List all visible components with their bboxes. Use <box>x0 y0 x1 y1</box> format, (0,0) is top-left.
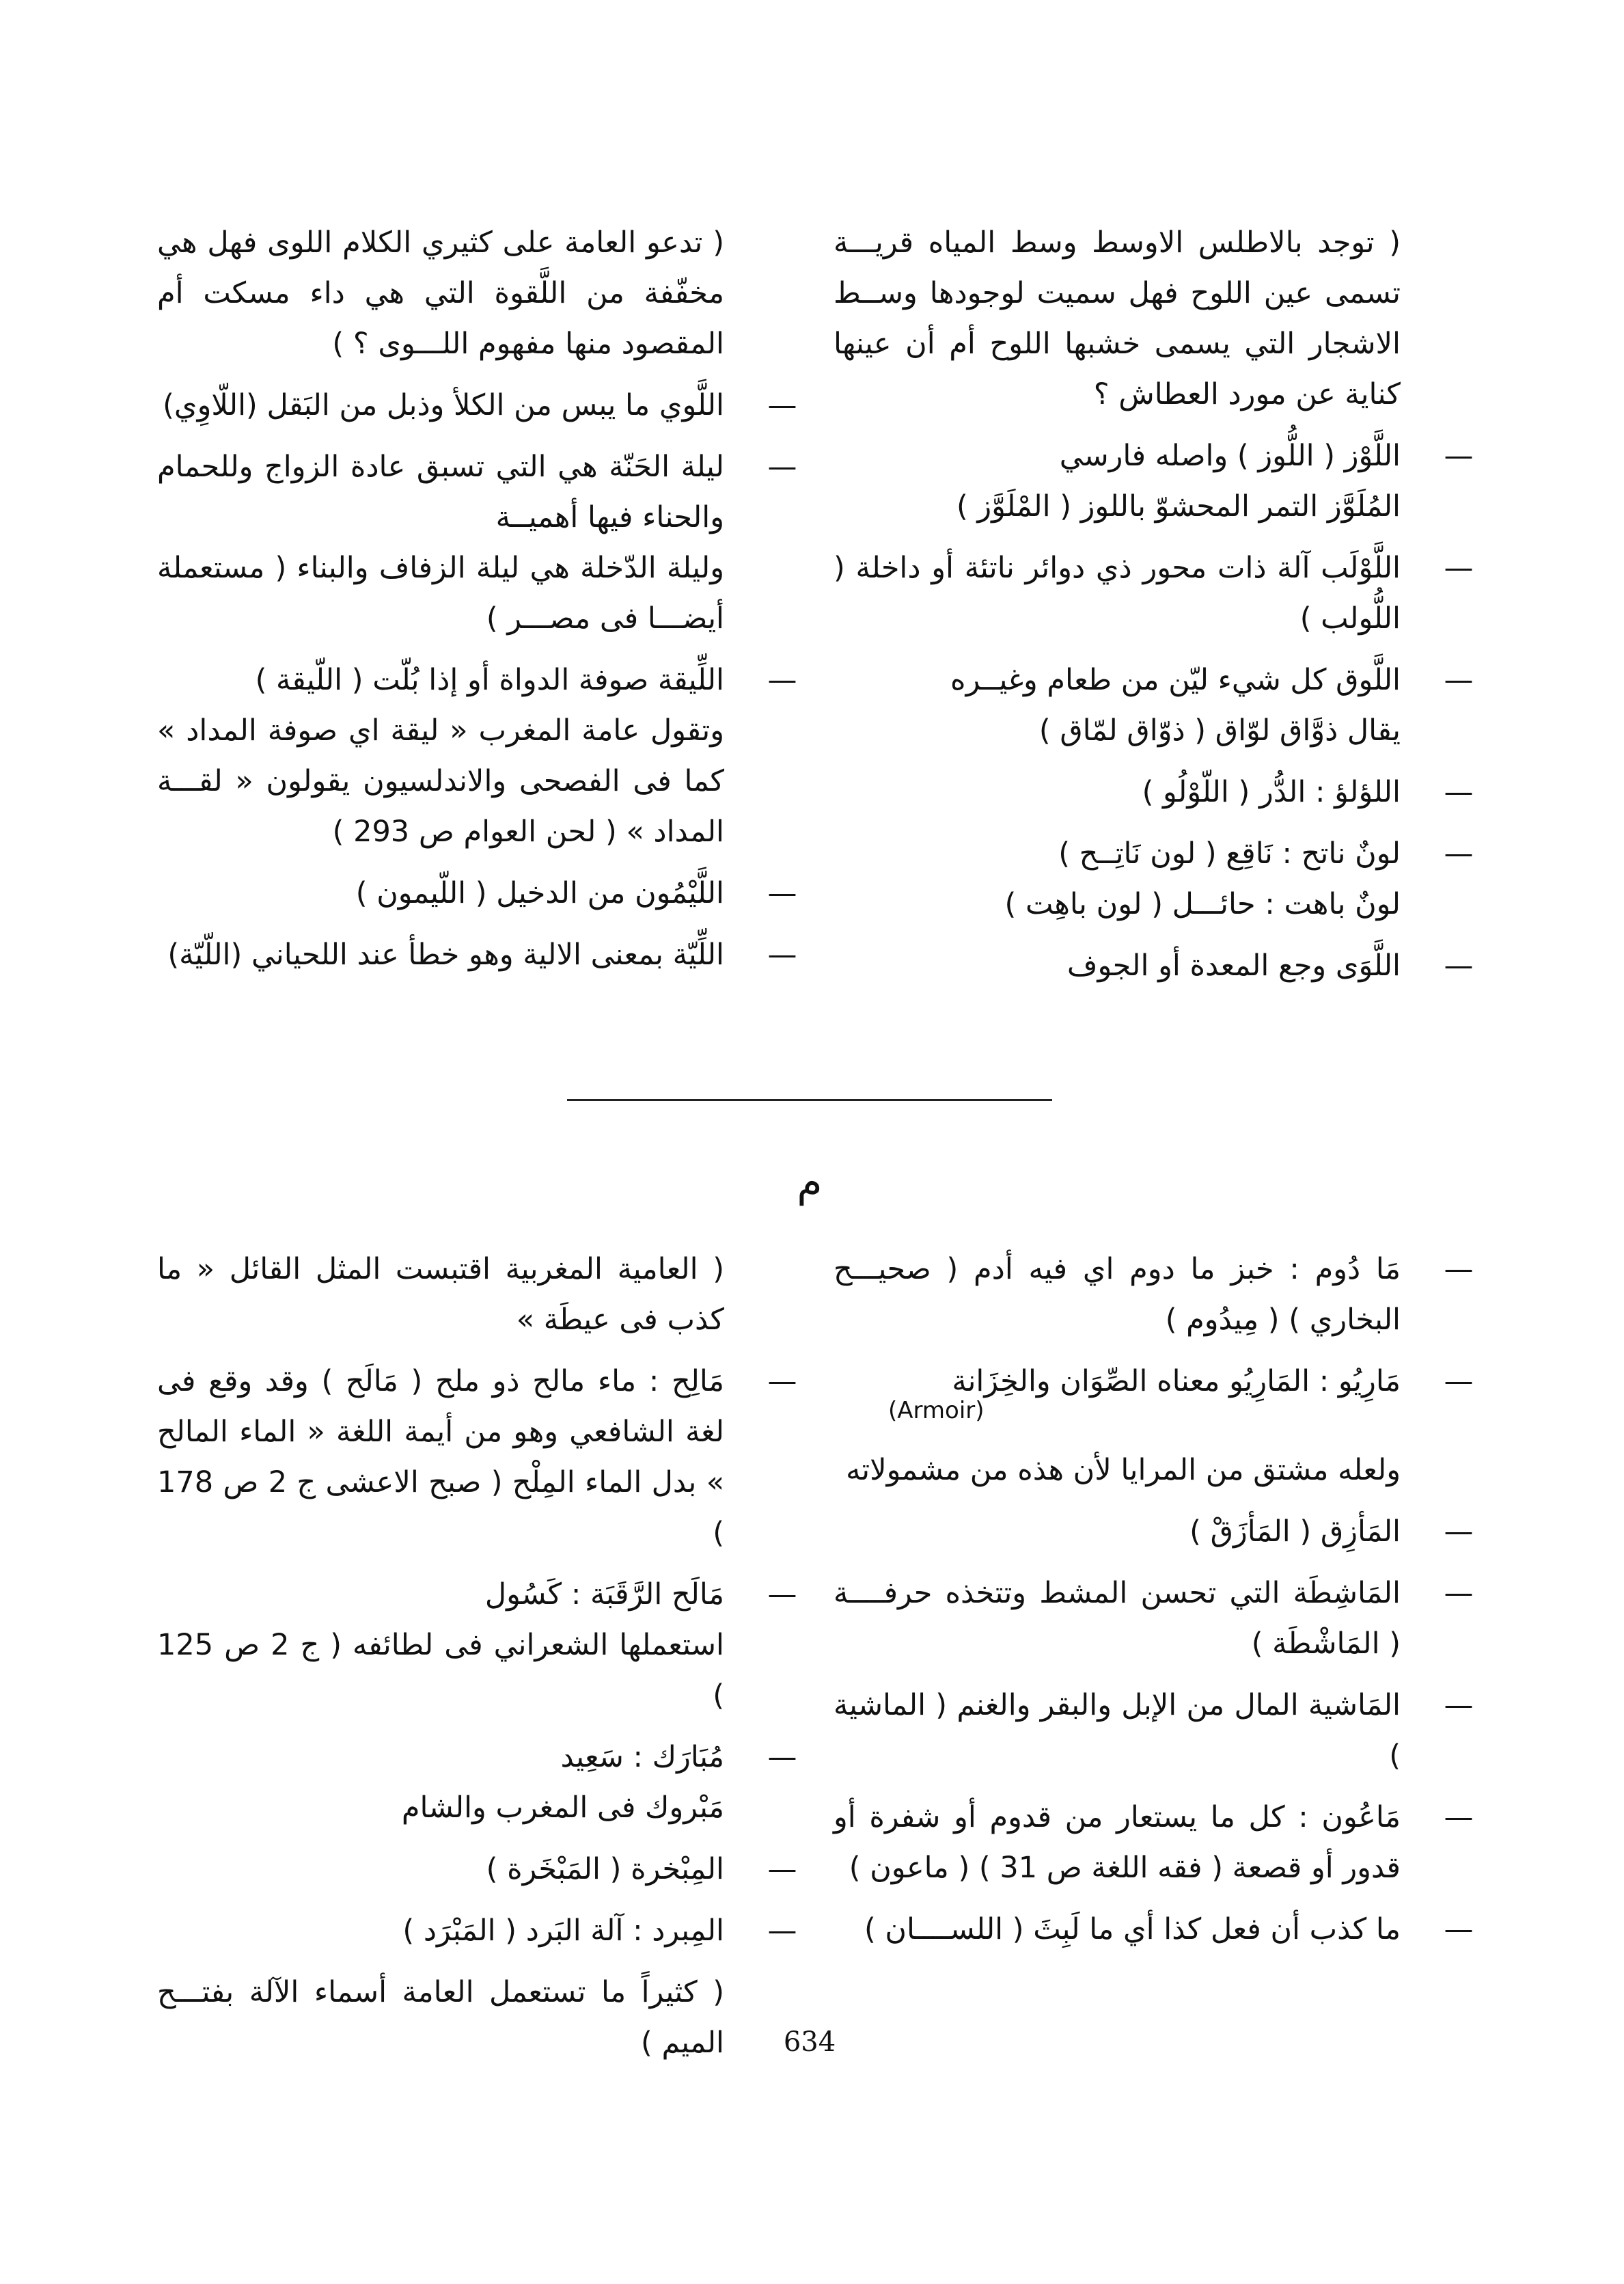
entry-line: يقال ذوَّاق لوّاق ( ذوّاق لمّاق ) <box>1038 713 1401 748</box>
entry-line: لونٌ باهت : حائـــل ( لون باهِت ) <box>1004 887 1401 921</box>
entry-line: اللؤلؤ : الدُّر ( اللّوْلُو ) <box>1142 775 1401 809</box>
entry-mibrad: — المِبرد : آلة البَرد ( المَبْرَد ) <box>157 1905 724 1956</box>
page-number: 634 <box>783 2026 836 2058</box>
entry-laymun: — اللَّيْمُون من الدخيل ( اللّيمون ) <box>157 868 724 919</box>
top-right-column <box>834 217 1474 1002</box>
entry-line: ليلة الحَنّة هي التي تسبق عادة الزواج وللحمام والحناء فيها أهميــة <box>157 450 724 534</box>
entry-mibkhara: — المِبْخرة ( المَبْخَرة ) <box>157 1844 724 1894</box>
entry-line: مَاعُون : كل ما يستعار من قدوم أو شفرة أو قدور أو قصعة ( فقه اللغة ص 31 ) ( ماعون ) <box>834 1800 1401 1885</box>
entry-line: اللَّوي ما يبس من الكلأ وذبل من البَقل (اللّاوِي) <box>163 388 724 422</box>
entry-lawn: — لونٌ ناتح : نَاقِع ( لون نَاتِــح ) لونٌ باهت : حائـــل ( لون باهِت ) <box>834 828 1401 929</box>
entry-mashiya: — المَاشية المال من الإبل والبقر والغنم ( الماشية ) <box>834 1680 1401 1781</box>
entry-mashita: — المَاشِطَة التي تحسن المشط وتتخذه حرفــــة ( المَاشْطَة ) <box>834 1568 1401 1669</box>
entry-malih: — مَالِح : ماء مالح ذو ملح ( مَالَح ) وقد وقع فى لغة الشافعي وهو من أيمة اللغة « الماء المالح » بدل الماء المِلْح ( صبح الاعشى ج 2 ص 178 ) <box>157 1356 724 1558</box>
entry-laylat-alhanna: — ليلة الحَنّة هي التي تسبق عادة الزواج وللحمام والحناء فيها أهميــة وليلة الدّخلة هي ليلة الزفاف والبناء ( مستعملة أيضـــا فى مصـــر ) <box>157 441 724 644</box>
entry-mariyu: — مَارِيُو : المَارِيُو معناه الصِّوَان والخِزَانة (Armoir) <box>834 1356 1401 1424</box>
entry-liqa: — اللِّيقة صوفة الدواة أو إذا بُلّت ( اللّيقة ) وتقول عامة المغرب « ليقة اي صوفة المداد » كما فى الفصحى والاندلسيون يقولون « لقـــة المداد » ( لحن العوام ص 293 ) <box>157 655 724 857</box>
entry-line: مُبَارَك : سَعِيد <box>560 1740 724 1774</box>
entry-ma-kadhaba: — ما كذب أن فعل كذا أي ما لَبِثَ ( اللســــان ) <box>834 1904 1401 1955</box>
entry-line: المُلَوَّز التمر المحشوّ باللوز ( المْلَوَّز ) <box>956 489 1401 524</box>
entry-line: المَأزِق ( المَأزَقْ ) <box>1189 1514 1401 1549</box>
entry-line: مَالِح : ماء مالح ذو ملح ( مَالَح ) وقد وقع فى لغة الشافعي وهو من أيمة اللغة « الماء المالح » بدل الماء المِلْح ( صبح الاعشى ج 2 ص 178 ) <box>157 1364 724 1550</box>
section-divider <box>567 1099 1052 1101</box>
top-right-intro: ( توجد بالاطلس الاوسط وسط المياه قريـــة تسمى عين اللوح فهل سميت لوجودها وســط الاشجار التي يسمى خشبها اللوح أم أن عينها كناية عن مورد العطاش ؟ <box>834 226 1401 411</box>
entry-line: اللَّوق كل شيء ليّن من طعام وغيــره <box>950 663 1401 697</box>
entry-lawz: — اللَّوْز ( اللُّوز ) واصله فارسي المُلَوَّز التمر المحشوّ باللوز ( المْلَوَّز ) <box>834 431 1401 532</box>
latin-gloss: (Armoir) <box>888 1397 985 1424</box>
entry-line: اللَّيْمُون من الدخيل ( اللّيمون ) <box>355 876 724 910</box>
entry-liyya: — اللِّيّة بمعنى الالية وهو خطأ عند اللحياني (اللّيّة) <box>157 929 724 980</box>
entry-line: المَاشية المال من الإبل والبقر والغنم ( الماشية ) <box>834 1688 1401 1773</box>
entry-line: المِبْخرة ( المَبْخَرة ) <box>486 1852 724 1886</box>
bottom-right-column <box>834 1244 1474 1966</box>
top-left-column <box>157 217 797 991</box>
entry-mubarak: — مُبَارَك : سَعِيد مَبْروك فى المغرب والشام <box>157 1732 724 1833</box>
entry-line: استعملها الشعراني فى لطائفه ( ج 2 ص 125 ) <box>157 1628 724 1713</box>
entry-line: اللَّوَى وجع المعدة أو الجوف <box>1066 949 1401 983</box>
entry-madum: — مَا دُوم : خبز ما دوم اي فيه أدم ( صحيـــح البخاري ) ( مِيدُوم ) <box>834 1244 1401 1345</box>
entry-line: وليلة الدّخلة هي ليلة الزفاف والبناء ( مستعملة أيضـــا فى مصـــر ) <box>157 551 724 636</box>
entry-lawq: — اللَّوق كل شيء ليّن من طعام وغيــره يقال ذوَّاق لوّاق ( ذوّاق لمّاق ) <box>834 655 1401 756</box>
entry-lawi: — اللَّوي ما يبس من الكلأ وذبل من البَقل (اللّاوِي) <box>157 380 724 431</box>
section-letter: م <box>797 1158 823 1206</box>
bottom-left-column <box>157 1244 797 2079</box>
entry-line: المِبرد : آلة البَرد ( المَبْرَد ) <box>402 1914 724 1948</box>
entry-line: اللِّيقة صوفة الدواة أو إذا بُلّت ( اللّيقة ) <box>255 663 724 697</box>
entry-line: مَالَح الرَّقَبَة : كَسُول <box>484 1577 724 1612</box>
bottom-left-outro: ( كثيراً ما تستعمل العامة أسماء الآلة بفتـــح الميم ) <box>157 1975 724 2060</box>
entry-line: مَا دُوم : خبز ما دوم اي فيه أدم ( صحيـــح البخاري ) ( مِيدُوم ) <box>834 1252 1401 1337</box>
entry-lawa: — اللَّوَى وجع المعدة أو الجوف <box>834 940 1401 991</box>
entry-maun: — مَاعُون : كل ما يستعار من قدوم أو شفرة أو قدور أو قصعة ( فقه اللغة ص 31 ) ( ماعون ) <box>834 1792 1401 1893</box>
entry-lulu: — اللؤلؤ : الدُّر ( اللّوْلُو ) <box>834 767 1401 817</box>
entry-line: لونٌ ناتح : نَاقِع ( لون نَاتِــح ) <box>1058 837 1401 871</box>
entry-maziq: — المَأزِق ( المَأزَقْ ) <box>834 1506 1401 1557</box>
entry-malih-raqaba: — مَالَح الرَّقَبَة : كَسُول استعملها الشعراني فى لطائفه ( ج 2 ص 125 ) <box>157 1569 724 1721</box>
mariyu-note: ولعله مشتق من المرايا لأن هذه من مشمولاته <box>846 1453 1401 1487</box>
top-left-intro: ( تدعو العامة على كثيري الكلام اللوى فهل هي مخفّفة من اللَّقوة التي هي داء مسكت أم المقصود منها مفهوم اللـــوى ؟ ) <box>157 226 724 361</box>
entry-line: المَاشِطَة التي تحسن المشط وتتخذه حرفــــة ( المَاشْطَة ) <box>834 1576 1401 1661</box>
bottom-left-intro: ( العامية المغربية اقتبست المثل القائل « ما كذب فى عيطَة » <box>157 1252 724 1337</box>
entry-line: ما كذب أن فعل كذا أي ما لَبِثَ ( اللســــان ) <box>864 1912 1401 1946</box>
entry-lawlab: — اللَّوْلَب آلة ذات محور ذي دوائر ناتئة أو داخلة ( اللُّولب ) <box>834 543 1401 644</box>
entry-line: اللِّيّة بمعنى الالية وهو خطأ عند اللحياني (اللّيّة) <box>167 938 724 972</box>
entry-line: اللَّوْلَب آلة ذات محور ذي دوائر ناتئة أو داخلة ( اللُّولب ) <box>834 551 1401 636</box>
entry-line: مَبْروك فى المغرب والشام <box>401 1791 724 1825</box>
entry-line: وتقول عامة المغرب « ليقة اي صوفة المداد » كما فى الفصحى والاندلسيون يقولون « لقـــة المداد » ( لحن العوام ص 293 ) <box>157 713 724 849</box>
entry-line: مَارِيُو : المَارِيُو معناه الصِّوَان والخِزَانة <box>952 1364 1401 1398</box>
entry-line: اللَّوْز ( اللُّوز ) واصله فارسي <box>1059 439 1401 473</box>
